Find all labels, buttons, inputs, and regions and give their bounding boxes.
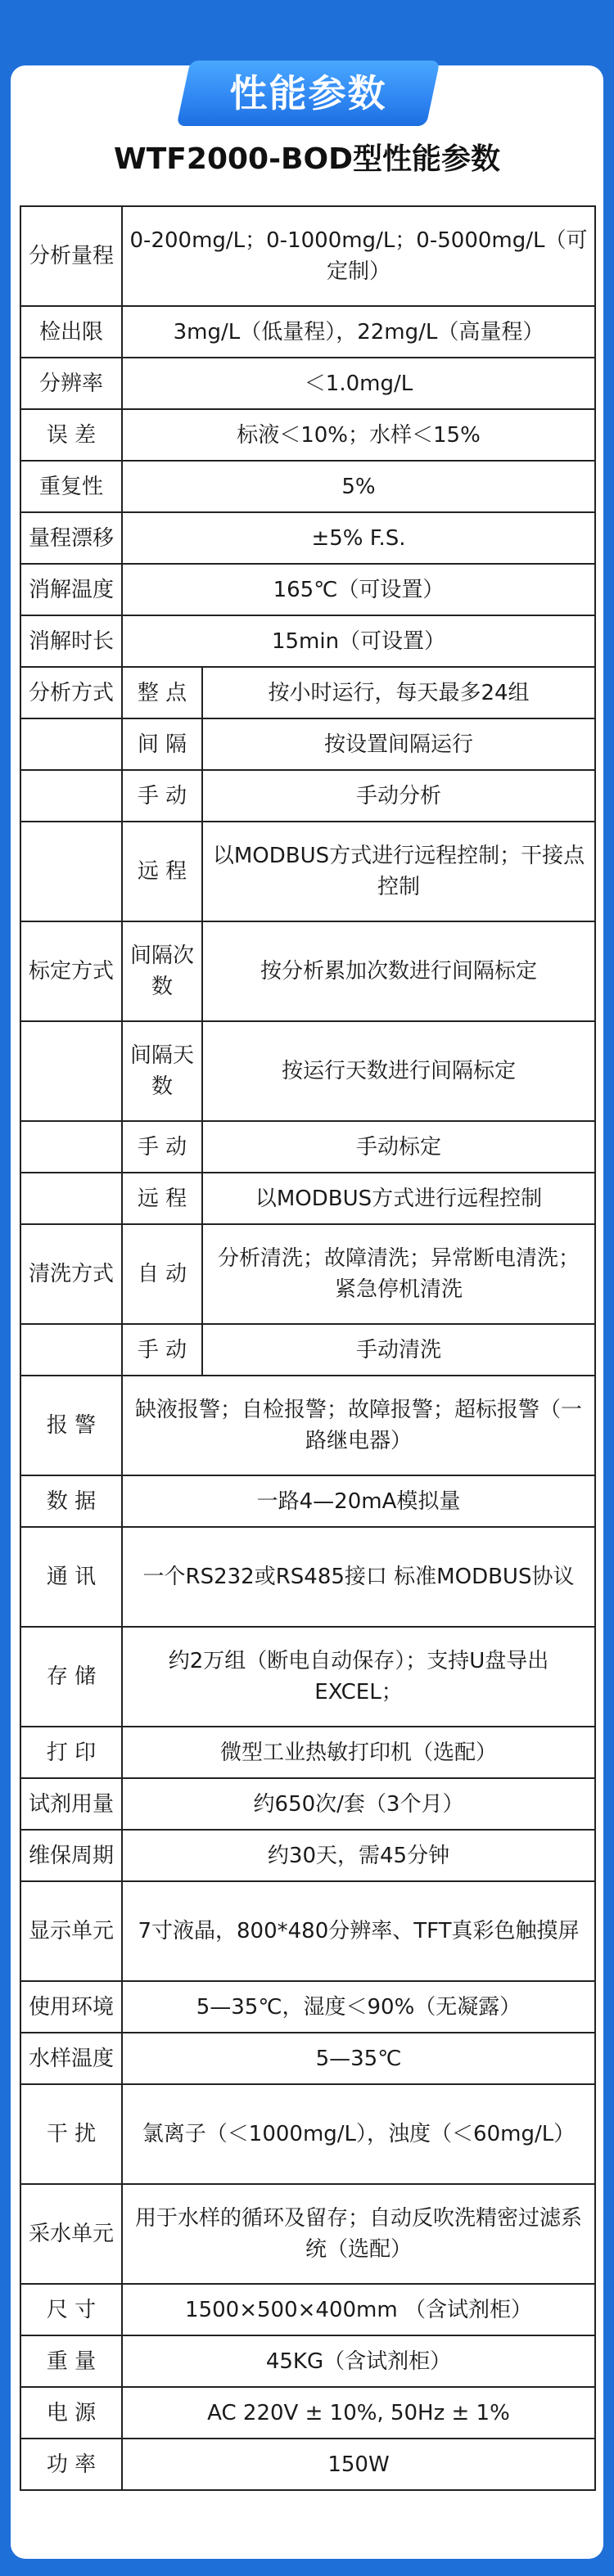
table-row [20, 822, 595, 921]
row-value: AC 220V ± 10%, 50Hz ± 1% [122, 2387, 595, 2439]
page-title: 性能参数 [229, 71, 387, 115]
row-value: 按分析累加次数进行间隔标定 [202, 921, 595, 1021]
row-label: 分辨率 [20, 358, 122, 409]
table-row [20, 1021, 595, 1121]
row-label-empty [20, 1173, 122, 1224]
table-row [20, 2184, 595, 2284]
row-value: 7寸液晶，800*480分辨率、TFT真彩色触摸屏 [122, 1881, 595, 1981]
row-value: 按运行天数进行间隔标定 [202, 1021, 595, 1121]
row-label: 尺 寸 [20, 2284, 122, 2335]
table-row [20, 1830, 595, 1881]
table-row [20, 1727, 595, 1778]
row-value: 按小时运行，每天最多24组 [202, 667, 595, 718]
row-value: 一路4—20mA模拟量 [122, 1475, 595, 1527]
table-row [20, 1627, 595, 1727]
row-label: 消解温度 [20, 564, 122, 615]
row-value: 1500×500×400mm （含试剂柜） [122, 2284, 595, 2335]
row-value: 缺液报警；自检报警；故障报警；超标报警（一路继电器） [122, 1376, 595, 1475]
row-label: 维保周期 [20, 1830, 122, 1881]
table-row [20, 409, 595, 461]
table-row [20, 1376, 595, 1475]
row-sublabel: 自 动 [122, 1224, 202, 1324]
table-row [20, 461, 595, 512]
row-label: 试剂用量 [20, 1778, 122, 1830]
table-row [20, 306, 595, 358]
row-value: 分析清洗；故障清洗；异常断电清洗；紧急停机清洗 [202, 1224, 595, 1324]
table-row [20, 1778, 595, 1830]
row-value: 5% [122, 461, 595, 512]
table-row [20, 2387, 595, 2439]
row-sublabel: 间隔次数 [122, 921, 202, 1021]
row-value: 手动清洗 [202, 1324, 595, 1376]
row-label: 检出限 [20, 306, 122, 358]
row-value: 约30天，需45分钟 [122, 1830, 595, 1881]
row-label: 干 扰 [20, 2084, 122, 2184]
row-value: ±5% F.S. [122, 512, 595, 564]
table-row [20, 2335, 595, 2387]
row-value: ＜1.0mg/L [122, 358, 595, 409]
table-row [20, 2439, 595, 2490]
table-row [20, 770, 595, 822]
row-value: 手动分析 [202, 770, 595, 822]
table-row [20, 358, 595, 409]
table-row [20, 1981, 595, 2033]
row-value: 5—35℃ [122, 2033, 595, 2084]
row-label: 重复性 [20, 461, 122, 512]
spec-table [20, 205, 596, 2491]
row-label: 数 据 [20, 1475, 122, 1527]
row-label: 打 印 [20, 1727, 122, 1778]
row-sublabel: 手 动 [122, 770, 202, 822]
row-value: 手动标定 [202, 1121, 595, 1173]
row-value: 5—35℃，湿度＜90%（无凝露） [122, 1981, 595, 2033]
table-row [20, 1121, 595, 1173]
row-label: 分析方式 [20, 667, 122, 718]
table-row [20, 921, 595, 1021]
row-label: 通 讯 [20, 1527, 122, 1627]
table-row [20, 718, 595, 770]
row-label: 使用环境 [20, 1981, 122, 2033]
table-row [20, 615, 595, 667]
row-value: 约2万组（断电自动保存）；支持U盘导出EXCEL； [122, 1627, 595, 1727]
table-row [20, 512, 595, 564]
row-label: 水样温度 [20, 2033, 122, 2084]
table-row [20, 667, 595, 718]
row-label-empty [20, 1324, 122, 1376]
row-label: 报 警 [20, 1376, 122, 1475]
row-label: 采水单元 [20, 2184, 122, 2284]
row-value: 45KG（含试剂柜） [122, 2335, 595, 2387]
row-value: 用于水样的循环及留存；自动反吹洗精密过滤系统（选配） [122, 2184, 595, 2284]
row-label: 显示单元 [20, 1881, 122, 1981]
row-value: 标液＜10%；水样＜15% [122, 409, 595, 461]
table-row [20, 1324, 595, 1376]
row-label: 电 源 [20, 2387, 122, 2439]
row-label: 存 储 [20, 1627, 122, 1727]
table-title: WTF2000-BOD型性能参数 [114, 142, 500, 176]
table-row [20, 564, 595, 615]
row-value: 一个RS232或RS485接口 标准MODBUS协议 [122, 1527, 595, 1627]
row-label-empty [20, 718, 122, 770]
row-sublabel: 间 隔 [122, 718, 202, 770]
row-value: 0-200mg/L；0-1000mg/L；0-5000mg/L（可定制） [122, 206, 595, 306]
row-sublabel: 手 动 [122, 1121, 202, 1173]
row-label: 功 率 [20, 2439, 122, 2490]
row-label: 分析量程 [20, 206, 122, 306]
row-label-empty [20, 1121, 122, 1173]
table-row [20, 1881, 595, 1981]
row-sublabel: 远 程 [122, 1173, 202, 1224]
table-row [20, 206, 595, 306]
table-row [20, 1224, 595, 1324]
row-value: 以MODBUS方式进行远程控制；干接点控制 [202, 822, 595, 921]
row-value: 165℃（可设置） [122, 564, 595, 615]
row-label: 重 量 [20, 2335, 122, 2387]
row-value: 按设置间隔运行 [202, 718, 595, 770]
table-row [20, 2033, 595, 2084]
row-value: 以MODBUS方式进行远程控制 [202, 1173, 595, 1224]
table-row [20, 2084, 595, 2184]
row-sublabel: 手 动 [122, 1324, 202, 1376]
row-value: 3mg/L（低量程），22mg/L（高量程） [122, 306, 595, 358]
row-label-empty [20, 822, 122, 921]
row-sublabel: 整 点 [122, 667, 202, 718]
row-label: 量程漂移 [20, 512, 122, 564]
row-sublabel: 间隔天数 [122, 1021, 202, 1121]
row-label-empty [20, 770, 122, 822]
row-value: 150W [122, 2439, 595, 2490]
row-label: 清洗方式 [20, 1224, 122, 1324]
row-value: 微型工业热敏打印机（选配） [122, 1727, 595, 1778]
row-sublabel: 远 程 [122, 822, 202, 921]
row-label-empty [20, 1021, 122, 1121]
table-row [20, 1173, 595, 1224]
table-row [20, 1475, 595, 1527]
table-row [20, 2284, 595, 2335]
row-label: 误 差 [20, 409, 122, 461]
row-value: 15min（可设置） [122, 615, 595, 667]
row-label: 消解时长 [20, 615, 122, 667]
table-row [20, 1527, 595, 1627]
row-value: 约650次/套（3个月） [122, 1778, 595, 1830]
row-value: 氯离子（＜1000mg/L），浊度（＜60mg/L） [122, 2084, 595, 2184]
row-label: 标定方式 [20, 921, 122, 1021]
